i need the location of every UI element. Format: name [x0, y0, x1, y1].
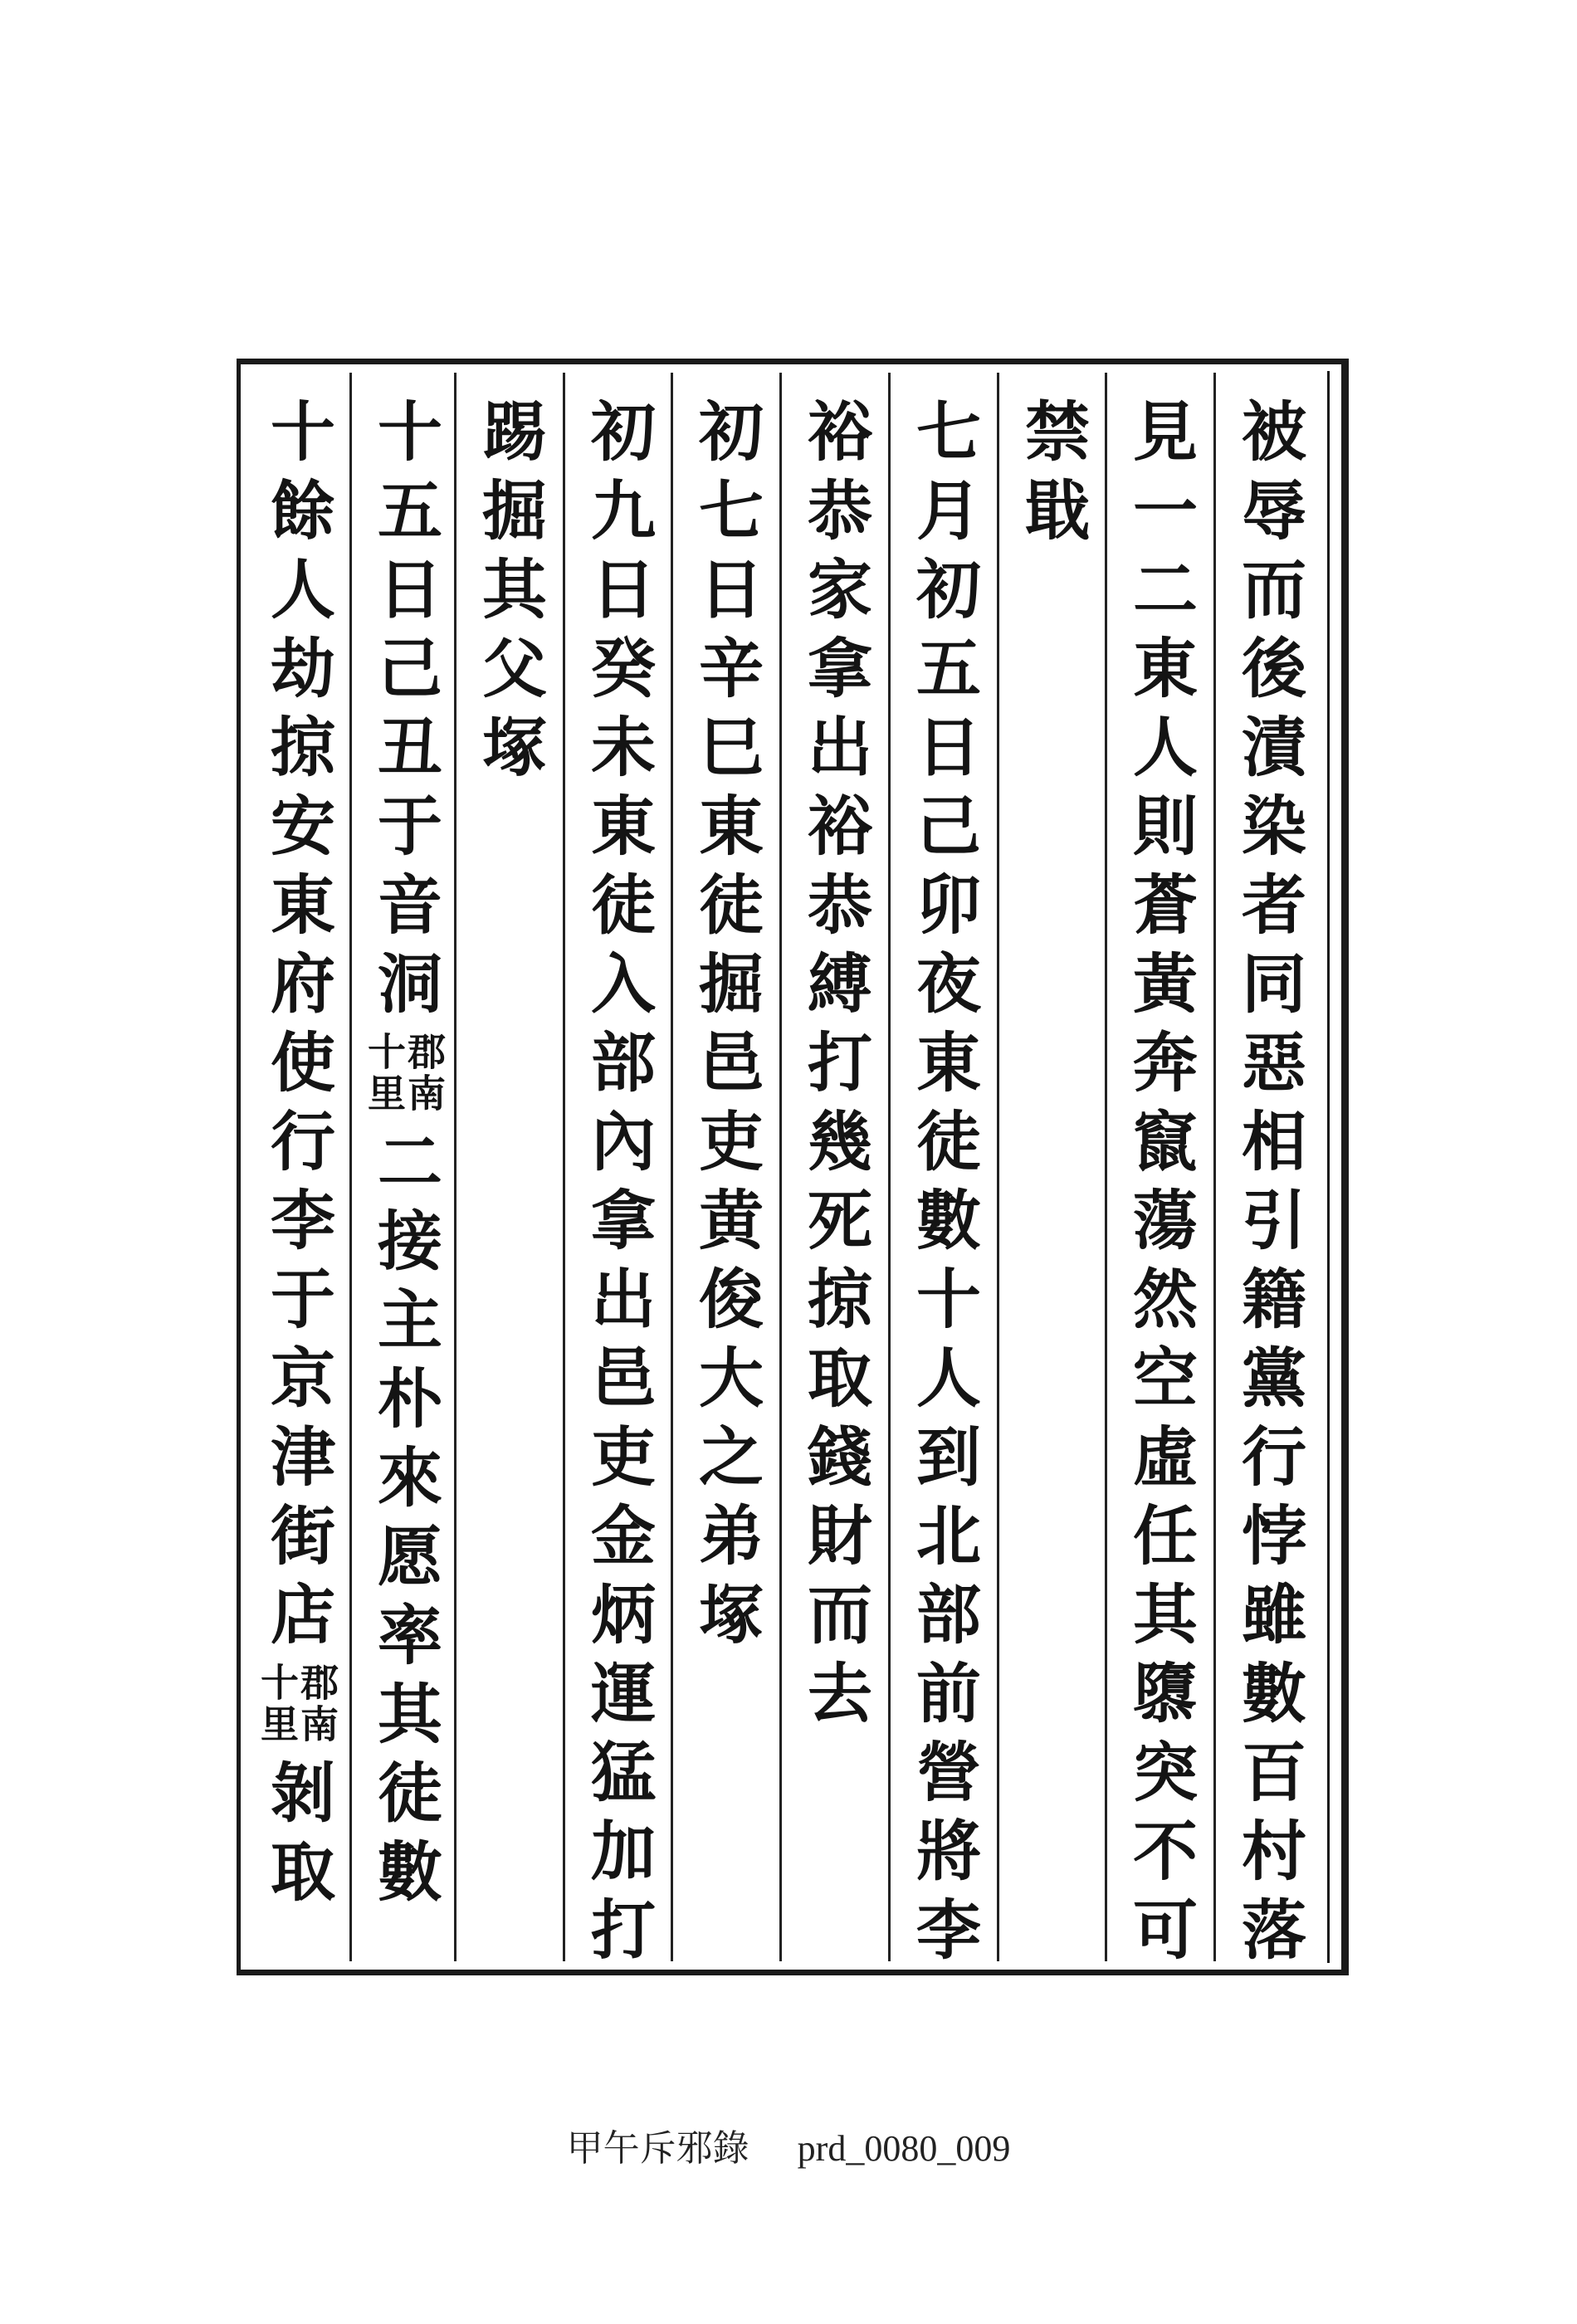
column-text: 見一二東人則蒼黃奔竄蕩然空虛任其隳突不可 — [1122, 398, 1198, 1975]
frame-inner-border — [1327, 371, 1330, 1963]
text-column-8 — [457, 398, 560, 792]
note-line: 郡南 — [295, 1662, 339, 1745]
column-text-tail: 剝取 — [260, 1759, 335, 1916]
text-column-7 — [566, 398, 669, 1975]
text-column-4 — [891, 398, 994, 1975]
column-text: 七月初五日己卯夜東徒數十人到北部前營將李 — [906, 398, 981, 1975]
interlinear-note — [255, 1662, 339, 1745]
column-rule — [563, 373, 565, 1961]
column-text: 十五日己丑于音洞 — [367, 398, 442, 1028]
text-column-6 — [674, 398, 777, 1659]
column-text-tail: 二接主朴來愿率其徒數 — [367, 1128, 442, 1916]
column-text: 禁戢 — [1014, 398, 1090, 555]
column-text: 踢掘其父塚 — [471, 398, 547, 792]
note-line: 十里 — [362, 1032, 407, 1115]
column-rule — [349, 373, 352, 1961]
note-line: 十里 — [255, 1662, 300, 1745]
page-footer — [0, 2118, 1577, 2171]
text-column-9 — [353, 398, 456, 1916]
page-code: prd_0080_009 — [797, 2128, 1011, 2169]
column-rule — [1213, 373, 1216, 1961]
text-column-10 — [246, 398, 349, 1916]
column-rule — [997, 373, 999, 1961]
column-rule — [671, 373, 673, 1961]
column-text: 初七日辛巳東徒掘邑吏黄俊大之弟塚 — [688, 398, 764, 1659]
text-column-3 — [1000, 398, 1103, 555]
woodblock-frame — [237, 359, 1349, 1975]
column-rule — [888, 373, 891, 1961]
column-text: 被辱而後漬染者同惡相引籍黨行悖雖數百村落 — [1231, 398, 1306, 1975]
book-title: 甲午斥邪錄 — [566, 2127, 749, 2170]
text-column-5 — [783, 398, 886, 1738]
text-column-1 — [1217, 398, 1320, 1975]
interlinear-note — [362, 1032, 447, 1115]
column-rule — [1105, 373, 1107, 1961]
column-text: 十餘人劫掠安東府使行李于京津街店 — [260, 398, 335, 1659]
column-text: 初九日癸未東徒入部內拿出邑吏金炳運猛加打 — [580, 398, 656, 1975]
note-line: 郡南 — [402, 1032, 447, 1115]
text-column-2 — [1108, 398, 1211, 1975]
column-text: 裕恭家拿出裕恭縛打幾死掠取錢財而去 — [797, 398, 872, 1738]
column-rule — [779, 373, 782, 1961]
